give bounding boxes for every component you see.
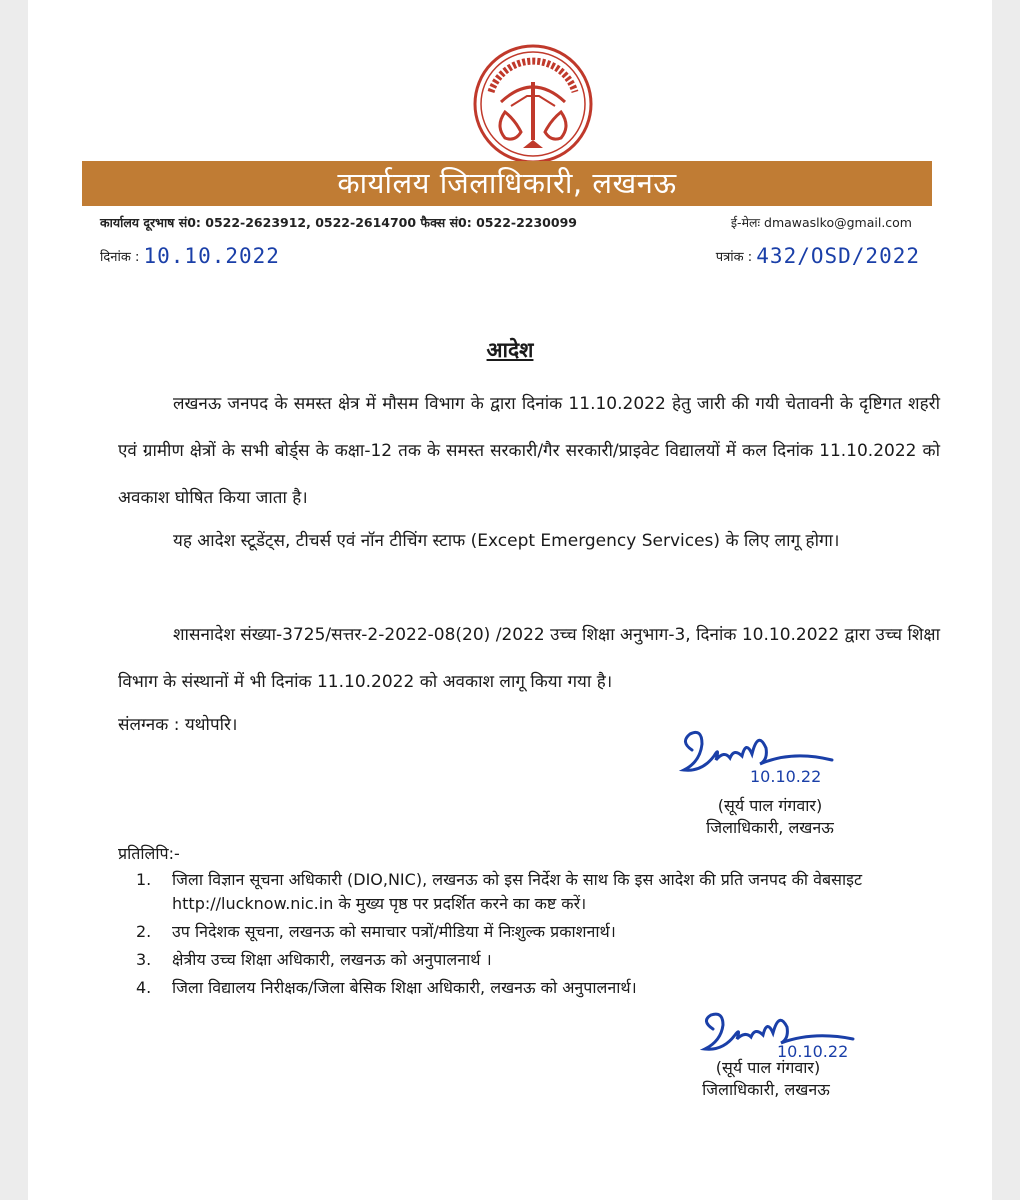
order-title: आदेश	[486, 338, 534, 362]
list-number: 2.	[136, 922, 152, 941]
list-number: 4.	[136, 978, 152, 997]
list-number: 3.	[136, 950, 152, 969]
list-item	[118, 976, 938, 1000]
enclosure-text: संलग्नक : यथोपरि।	[118, 715, 238, 735]
phone-fax-text: कार्यालय दूरभाष सं0: 0522-2623912, 0522-2614700 फैक्स सं0: 0522-2230099	[100, 215, 577, 230]
date-line	[100, 244, 280, 268]
order-paragraph-1: लखनऊ जनपद के समस्त क्षेत्र में मौसम विभाग के द्वारा दिनांक 11.10.2022 हेतु जारी की गयी चेतावनी के दृष्टिगत शहरी एवं ग्रामीण क्षेत्रों के सभी बोर्ड्स के कक्षा-12 तक के समस्त सरकारी/गैर सरकारी/प्राइवेट विद्यालयों में कल दिनांक 11.10.2022 को अवकाश घोषित किया जाता है।	[118, 394, 940, 508]
email-text: ई-मेलः dmawaslko@gmail.com	[730, 215, 912, 230]
date-value: 10.10.2022	[143, 244, 280, 268]
document-page	[28, 0, 992, 1200]
signature-date-1: 10.10.22	[750, 767, 822, 786]
order-paragraph-3: शासनादेश संख्या-3725/सत्तर-2-2022-08(20) /2022 उच्च शिक्षा अनुभाग-3, दिनांक 10.10.2022 द्वारा उच्च शिक्षा विभाग के संस्थानों में भी दिनांक 11.10.2022 को अवकाश लागू किया गया है।	[118, 625, 940, 692]
date-label: दिनांक :	[100, 250, 140, 265]
reference-value: 432/OSD/2022	[756, 244, 920, 268]
reference-label: पत्रांक :	[715, 250, 753, 265]
signatory-name-2: (सूर्य पाल गंगवार)	[715, 1058, 821, 1077]
list-item	[118, 920, 938, 944]
list-text: जिला विद्यालय निरीक्षक/जिला बेसिक शिक्षा अधिकारी, लखनऊ को अनुपालनार्थ।	[172, 978, 637, 997]
reference-line	[716, 244, 920, 268]
handwritten-signature-icon	[672, 720, 862, 790]
signature-date-2: 10.10.22	[777, 1042, 849, 1061]
signatory-designation-2: जिलाधिकारी, लखनऊ	[702, 1080, 830, 1099]
list-text: उप निदेशक सूचना, लखनऊ को समाचार पत्रों/मीडिया में निःशुल्क प्रकाशनार्थ।	[172, 922, 616, 941]
list-item	[118, 868, 938, 916]
up-government-emblem-icon	[471, 42, 595, 166]
list-number: 1.	[136, 870, 152, 889]
signatory-designation-1: जिलाधिकारी, लखनऊ	[706, 818, 834, 837]
list-text: क्षेत्रीय उच्च शिक्षा अधिकारी, लखनऊ को अनुपालनार्थ ।	[172, 950, 492, 969]
office-banner: कार्यालय जिलाधिकारी, लखनऊ	[82, 161, 932, 206]
list-text: जिला विज्ञान सूचना अधिकारी (DIO,NIC), लखनऊ को इस निर्देश के साथ कि इस आदेश की प्रति जनपद की वेबसाइट http://lucknow.nic.in के मुख्य पृष्ठ पर प्रदर्शित करने का कष्ट करें।	[172, 870, 863, 913]
copies-list	[118, 868, 938, 1004]
signature-1	[672, 720, 862, 790]
order-paragraph-2: यह आदेश स्टूडेंट्स, टीचर्स एवं नॉन टीचिंग स्टाफ (Except Emergency Services) के लिए लागू होगा।	[173, 531, 840, 551]
signatory-name-1: (सूर्य पाल गंगवार)	[717, 796, 823, 815]
copies-title: प्रतिलिपि:-	[118, 844, 180, 863]
list-item	[118, 948, 938, 972]
